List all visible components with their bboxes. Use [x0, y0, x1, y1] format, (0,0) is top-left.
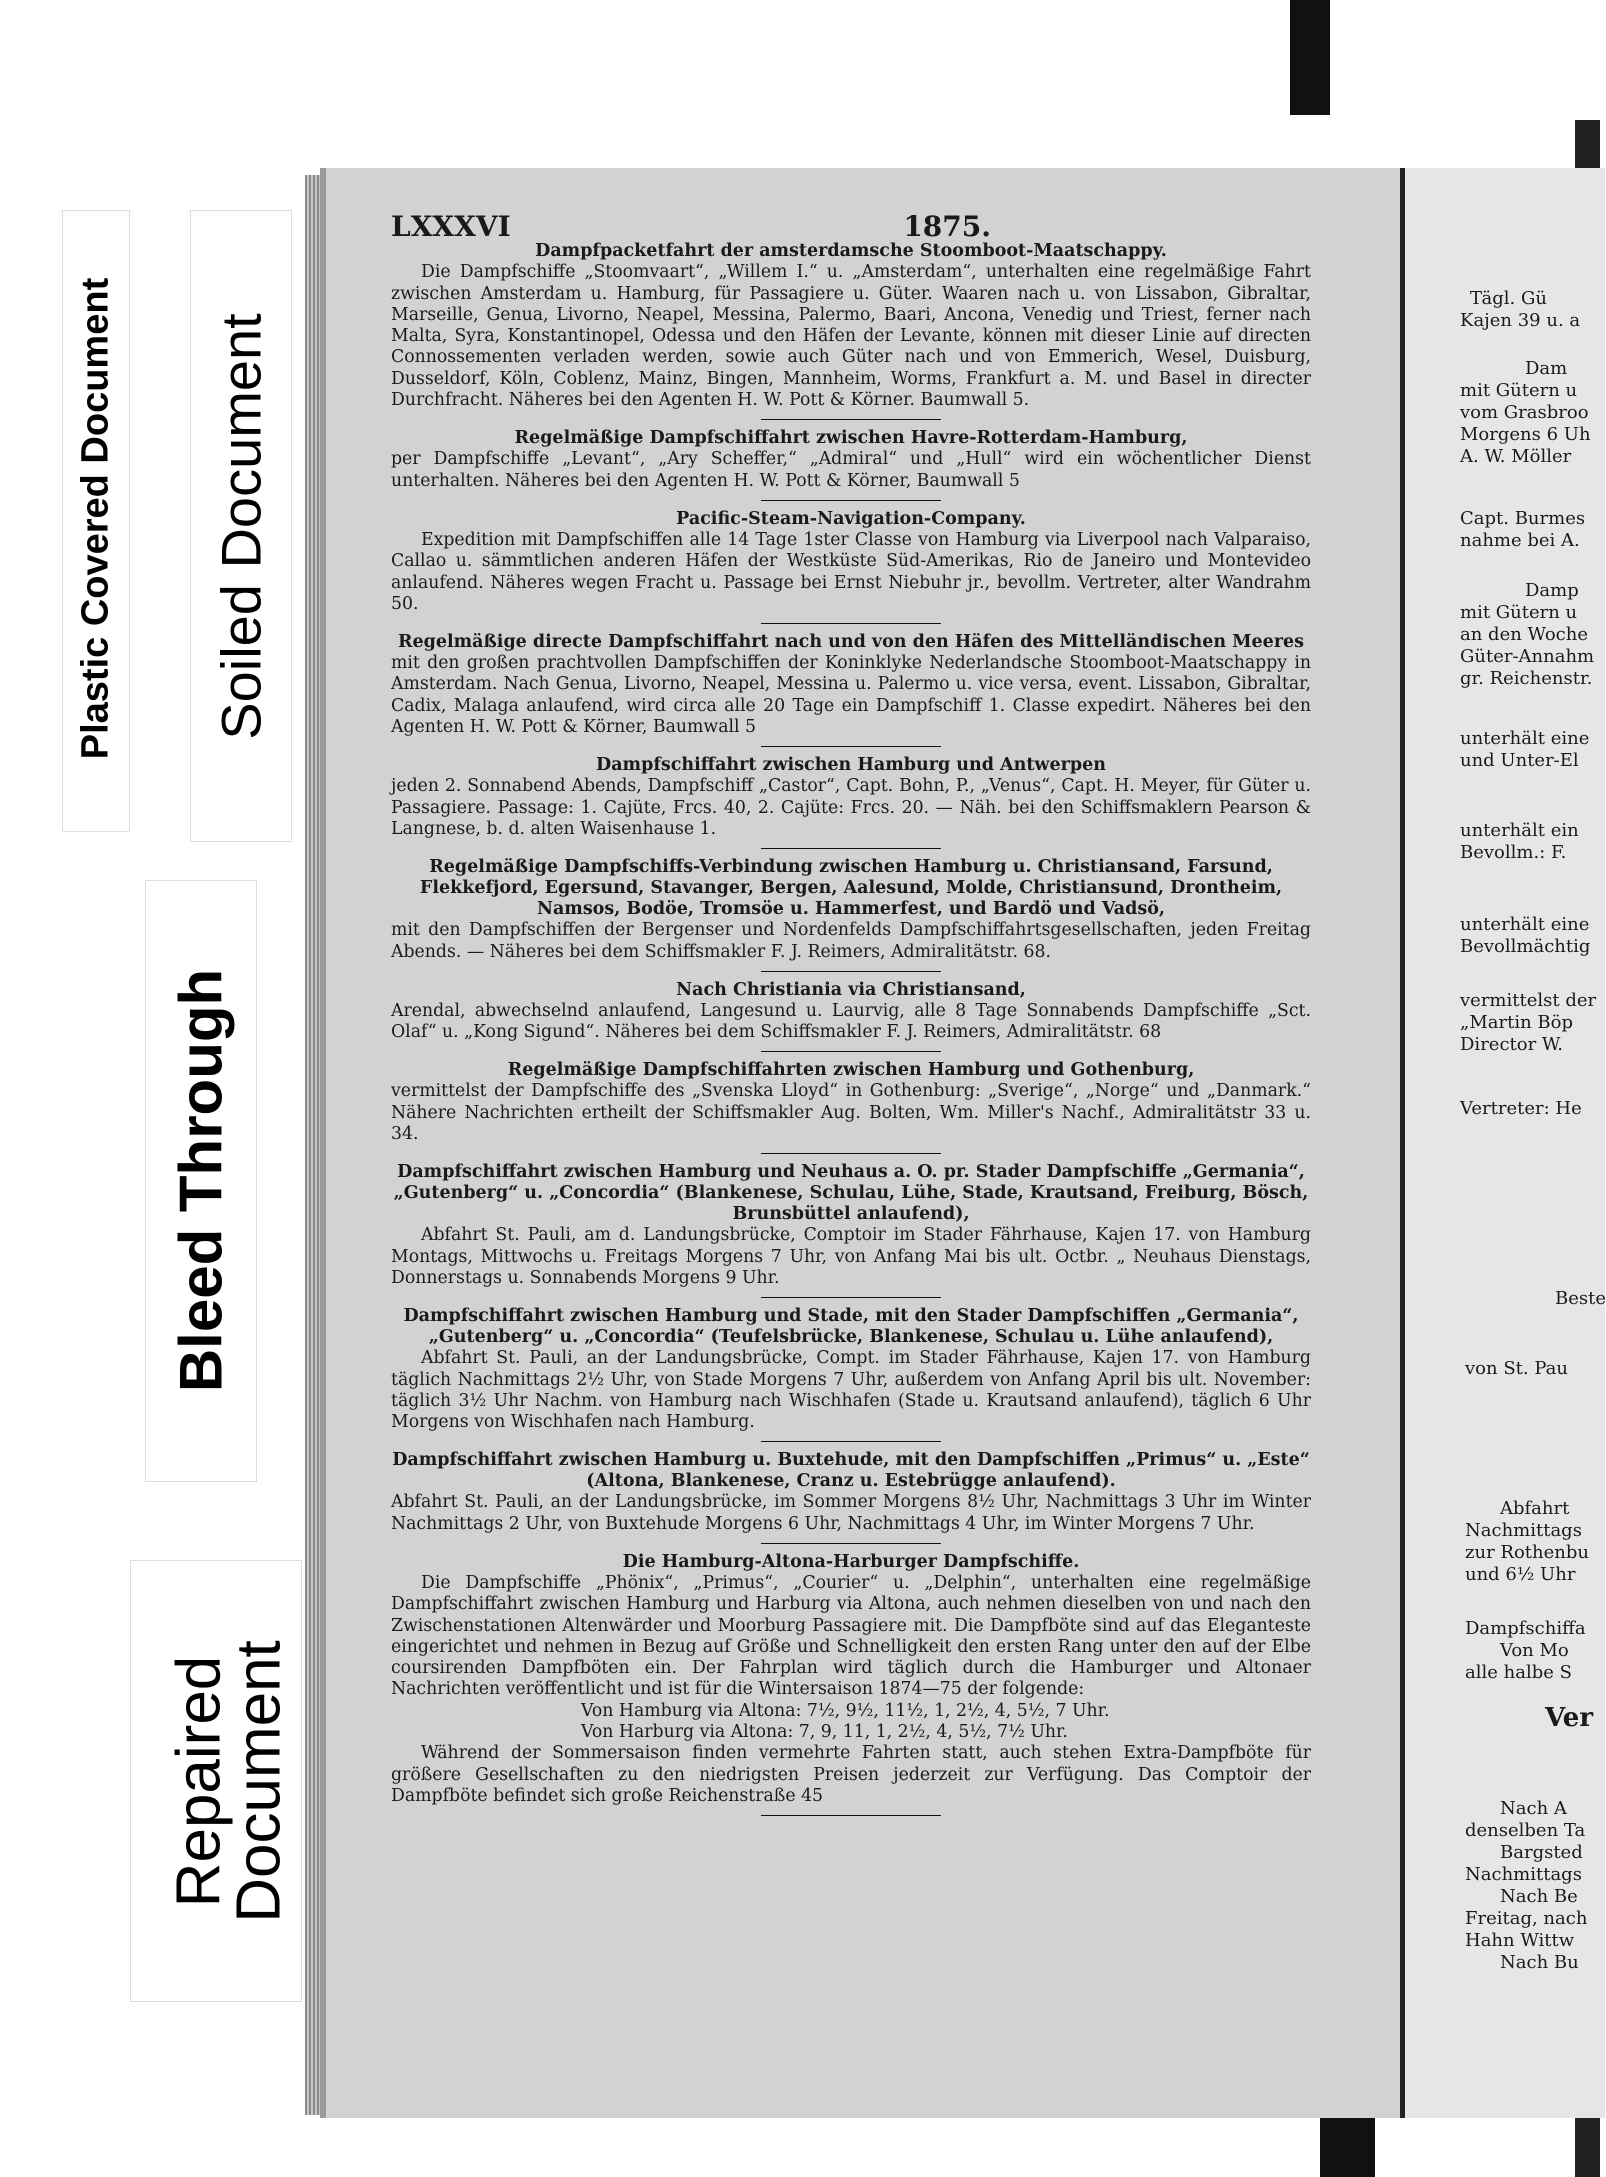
- separator-rule: [761, 746, 941, 747]
- bleed-through-label: Bleed Through: [167, 968, 235, 1393]
- repaired-label-line2: Document: [224, 1640, 294, 1923]
- section: [391, 980, 1311, 1044]
- fragment-line: vom Grasbroo: [1460, 402, 1589, 423]
- section-title: Nach Christiania via Christiansand,: [676, 979, 1026, 1000]
- fragment-line: Bargsted: [1500, 1842, 1583, 1863]
- fragment-line: unterhält eine: [1460, 728, 1590, 749]
- repaired-tab: [130, 1560, 302, 2002]
- section-tail: Während der Sommersaison finden vermehrte Fahrten statt, auch stehen Extra-Dampfböte für größere Gesellschaften zu den niedrigsten Preisen jederzeit zur Verfügung. Das Comptoir der Dampfböte befindet sich große Reichenstraße 45: [391, 1743, 1311, 1806]
- fragment-line: Nach Bu: [1500, 1952, 1579, 1973]
- section-title: Regelmäßige Dampfschiffahrt zwischen Havre-Rotterdam-Hamburg,: [514, 428, 1188, 449]
- section: [391, 857, 1311, 963]
- section-title: Dampfschiffahrt zwischen Hamburg und Stade, mit den Stader Dampfschiffen „Germania“, „Gutenberg“ u. „Concordia“ (Teufelsbrücke, Blankenese, Schulau u. Lühe anlaufend),: [403, 1306, 1299, 1348]
- fragment-line: alle halbe S: [1465, 1662, 1572, 1683]
- page-year: 1875.: [903, 210, 991, 243]
- fragment-line: an den Woche: [1460, 624, 1588, 645]
- section: [391, 1450, 1311, 1535]
- section-title: Regelmäßige Dampfschiffs-Verbindung zwischen Hamburg u. Christiansand, Farsund, Flekkefjord, Egersund, Stavanger, Bergen, Aalesund, Molde, Christiansund, Drontheim, Namsos, Bodöe, Tromsöe u. Hammerfest, und Bardö und Vadsö,: [419, 857, 1283, 920]
- fragment-line: Nachmittags: [1465, 1864, 1582, 1885]
- section-body: per Dampfschiffe „Levant“, „Ary Scheffer,“ „Admiral“ und „Hull“ wird ein wöchentlicher Dienst unterhalten. Näheres bei den Agenten H. W. Pott & Körner, Baumwall 5: [391, 449, 1311, 491]
- soiled-label: Soiled Document: [209, 313, 273, 740]
- plastic-covered-label: Plastic Covered Document: [74, 277, 117, 760]
- section-title: Dampfpacketfahrt der amsterdamsche Stoomboot-Maatschappy.: [535, 241, 1167, 262]
- section-body: Abfahrt St. Pauli, am d. Landungsbrücke, Comptoir im Stader Fährhause, Kajen 17. von Hamburg Montags, Mittwochs u. Freitags Morgens 7 Uhr, von Anfang Mai bis ult. Octbr. „ Neuhaus Dienstags, Donnerstags u. Sonnabends Morgens 9 Uhr.: [391, 1225, 1311, 1288]
- fragment-line: mit Gütern u: [1460, 602, 1578, 623]
- fragment-line: Director W.: [1460, 1034, 1563, 1055]
- fragment-line: denselben Ta: [1465, 1820, 1586, 1841]
- separator-rule: [761, 1815, 941, 1816]
- section: [391, 1060, 1311, 1145]
- fragment-line: Nach A: [1500, 1798, 1567, 1819]
- fragment-line: Dam: [1525, 358, 1568, 379]
- section-title: Dampfschiffahrt zwischen Hamburg und Antwerpen: [596, 755, 1106, 776]
- fragment-line: gr. Reichenstr.: [1460, 668, 1593, 689]
- section-body: Abfahrt St. Pauli, an der Landungsbrücke, Compt. im Stader Fährhause, Kajen 17. von Hamburg täglich Nachmittags 2½ Uhr, von Stade Morgens 7 Uhr, außerdem von Anfang April bis ult. November: täglich 3½ Uhr Nachm. von Hamburg nach Wischhafen (Stade u. Krautsand anlaufend), täglich 6 Uhr Morgens von Wischhafen nach Hamburg.: [391, 1348, 1311, 1433]
- section-title: Pacific-Steam-Navigation-Company.: [676, 508, 1026, 529]
- fragment-line: Kajen 39 u. a: [1460, 310, 1581, 331]
- section-body: mit den Dampfschiffen der Bergenser und Nordenfelds Dampfschiffahrtsgesellschaften, jeden Freitag Abends. — Näheres bei dem Schiffsmakler F. J. Reimers, Admiralitätstr. 68.: [391, 920, 1311, 962]
- fragment-line: nahme bei A.: [1460, 530, 1580, 551]
- fragment-line: Nach Be: [1500, 1886, 1578, 1907]
- fragment-line: Abfahrt: [1500, 1498, 1570, 1519]
- section-title: Regelmäßige Dampfschiffahrten zwischen Hamburg und Gothenburg,: [507, 1060, 1195, 1081]
- soiled-tab: [190, 210, 292, 842]
- fragment-line: Nachmittags: [1465, 1520, 1582, 1541]
- section: [391, 755, 1311, 840]
- scanned-page: [320, 168, 1406, 2118]
- fragment-line: Tägl. Gü: [1470, 288, 1547, 309]
- fragment-line: von St. Pau: [1465, 1358, 1568, 1379]
- section: [391, 1162, 1311, 1289]
- page-content: [391, 210, 1311, 1824]
- fragment-line: Beste: [1555, 1288, 1606, 1309]
- section: [391, 428, 1311, 492]
- plastic-covered-tab: [62, 210, 130, 832]
- page-header: [391, 210, 1311, 243]
- section-body: vermittelst der Dampfschiffe des „Svenska Lloyd“ in Gothenburg: „Sverige“, „Norge“ und „Danmark.“ Nähere Nachrichten ertheilt der Schiffsmakler Aug. Bolten, Wm. Miller's Nachf., Admiralitätstr 33 u. 34.: [391, 1081, 1311, 1145]
- fragment-line: unterhält eine: [1460, 914, 1590, 935]
- fragment-line: und Unter-El: [1460, 750, 1579, 771]
- fragment-line: Hahn Wittw: [1465, 1930, 1575, 1951]
- fragment-line: Güter-Annahm: [1460, 646, 1595, 667]
- fragment-line: „Martin Böp: [1460, 1012, 1573, 1033]
- fragment-line: zur Rothenbu: [1465, 1542, 1589, 1563]
- fragment-line: Bevollmächtig: [1460, 936, 1591, 957]
- section: [391, 241, 1311, 411]
- fragment-line: Freitag, nach: [1465, 1908, 1588, 1929]
- section-ferry: [391, 1552, 1311, 1807]
- fragment-line: mit Gütern u: [1460, 380, 1578, 401]
- page-edge: [305, 175, 321, 2115]
- fragment-line: Damp: [1525, 580, 1579, 601]
- separator-rule: [761, 419, 941, 420]
- fragment-line: A. W. Möller: [1460, 446, 1572, 467]
- scan-bar-top: [1290, 0, 1330, 115]
- section: [391, 632, 1311, 738]
- separator-rule: [761, 500, 941, 501]
- fragment-line: und 6½ Uhr: [1465, 1564, 1576, 1585]
- section-title: Regelmäßige directe Dampfschiffahrt nach und von den Häfen des Mittelländischen Meeres: [397, 632, 1305, 653]
- fragment-line: Morgens 6 Uh: [1460, 424, 1591, 445]
- schedule-harburg: Von Harburg via Altona: 7, 9, 11, 1, 2½, 4, 5½, 7½ Uhr.: [581, 1722, 1068, 1743]
- fragment-line: Vertreter: He: [1460, 1098, 1582, 1119]
- next-page-fragment: [1400, 168, 1605, 2118]
- fragment-line: Von Mo: [1500, 1640, 1569, 1661]
- section-body: Expedition mit Dampfschiffen alle 14 Tage 1ster Classe von Hamburg via Liverpool nach Valparaiso, Callao u. sämmtlichen anderen Häfen der Westküste Süd-Amerikas, Rio de Janeiro und Montevideo anlaufend. Näheres wegen Fracht u. Passage bei Ernst Niebuhr jr., bevollm. Vertreter, alter Wandrahm 50.: [391, 529, 1311, 614]
- separator-rule: [761, 1543, 941, 1544]
- fragment-line: unterhält ein: [1460, 820, 1579, 841]
- section-title: Dampfschiffahrt zwischen Hamburg u. Buxtehude, mit den Dampfschiffen „Primus“ u. „Este“ (Altona, Blankenese, Cranz u. Estebrügge anlaufend).: [392, 1450, 1310, 1492]
- section-body: Abfahrt St. Pauli, an der Landungsbrücke, im Sommer Morgens 8½ Uhr, Nachmittags 3 Uhr im Winter Nachmittags 2 Uhr, von Buxtehude Morgens 6 Uhr, Nachmittags 4 Uhr, im Winter Morgens 7 Uhr.: [391, 1492, 1311, 1534]
- section: [391, 509, 1311, 615]
- section-body: mit den großen prachtvollen Dampfschiffen der Koninklyke Nederlandsche Stoomboot-Maatschappy in Amsterdam. Nach Genua, Livorno, Neapel, Messina u. Palermo u. vice versa, event. Lissabon, Gibraltar, Cadix, Malaga anlaufend, wird circa alle 20 Tage ein Dampfschiff 1. Classe expedirt. Näheres bei den Agenten H. W. Pott & Körner, Baumwall 5: [391, 653, 1311, 738]
- section-body: jeden 2. Sonnabend Abends, Dampfschiff „Castor“, Capt. Bohn, P., „Venus“, Capt. H. Meyer, für Güter u. Passagiere. Passage: 1. Cajüte, Frcs. 40, 2. Cajüte: Frcs. 20. — Näh. bei den Schiffsmaklern Pearson & Langnese, b. d. alten Waisenhause 1.: [391, 776, 1311, 839]
- page-number: LXXXVI: [391, 210, 511, 243]
- separator-rule: [761, 1051, 941, 1052]
- schedule-hamburg: Von Hamburg via Altona: 7½, 9½, 11½, 1, 2½, 4, 5½, 7 Uhr.: [581, 1700, 1110, 1721]
- section-body: Arendal, abwechselnd anlaufend, Langesund u. Laurvig, alle 8 Tage Sonnabends Dampfschiffe „Sct. Olaf“ u. „Kong Sigund“. Näheres bei dem Schiffsmakler F. J. Reimers, Admiralitätstr. 68: [391, 1000, 1311, 1043]
- fragment-line: Dampfschiffa: [1465, 1618, 1586, 1639]
- repaired-label-line1: Repaired: [164, 1655, 234, 1908]
- fragment-line: Bevollm.: F.: [1460, 842, 1567, 863]
- section-title: Die Hamburg-Altona-Harburger Dampfschiffe.: [622, 1551, 1080, 1572]
- section-body: Die Dampfschiffe „Stoomvaart“, „Willem I.“ u. „Amsterdam“, unterhalten eine regelmäßige Fahrt zwischen Amsterdam u. Hamburg, für Passagiere u. Güter. Waaren nach u. von Lissabon, Gibraltar, Marseille, Genua, Livorno, Neapel, Messina, Palermo, Baari, Ancona, Venedig und Triest, ferner nach Malta, Syra, Konstantinopel, Odessa und den Häfen der Levante, können mit dieser Linie auf directen Connossementen verladen werden, sowie auch Güter nach und von Emmerich, Wesel, Duisburg, Dusseldorf, Köln, Coblenz, Mainz, Bingen, Mannheim, Worms, Frankfurt a. M. und Basel in directer Durchfracht. Näheres bei den Agenten H. W. Pott & Körner. Baumwall 5.: [391, 262, 1311, 411]
- fragment-line: Capt. Burmes: [1460, 508, 1586, 529]
- fragment-heading: Ver: [1545, 1703, 1594, 1733]
- separator-rule: [761, 1153, 941, 1154]
- separator-rule: [761, 971, 941, 972]
- section-body: Die Dampfschiffe „Phönix“, „Primus“, „Courier“ u. „Delphin“, unterhalten eine regelmäßige Dampfschiffahrt zwischen Hamburg und Harburg via Altona, auch nehmen dieselben von und nach den Zwischenstationen Altenwärder und Moorburg Passagiere mit. Die Dampfböte sind auf das Eleganteste eingerichtet und nehmen in Bezug auf Größe und Schnelligkeit den ersten Rang unter den auf der Elbe coursirenden Dampfböten ein. Der Fahrplan wird täglich durch die Hamburger und Altonaer Nachrichten veröffentlicht und ist für die Wintersaison 1874—75 der folgende:: [391, 1572, 1311, 1700]
- section-title: Dampfschiffahrt zwischen Hamburg und Neuhaus a. O. pr. Stader Dampfschiffe „Germania“, „Gutenberg“ u. „Concordia“ (Blankenese, Schulau, Lühe, Stade, Krautsand, Freiburg, Bösch, Brunsbüttel anlaufend),: [393, 1162, 1309, 1225]
- separator-rule: [761, 848, 941, 849]
- bleed-through-tab: [145, 880, 257, 1482]
- fragment-line: vermittelst der: [1460, 990, 1597, 1011]
- separator-rule: [761, 1441, 941, 1442]
- section: [391, 1306, 1311, 1433]
- separator-rule: [761, 1297, 941, 1298]
- separator-rule: [761, 623, 941, 624]
